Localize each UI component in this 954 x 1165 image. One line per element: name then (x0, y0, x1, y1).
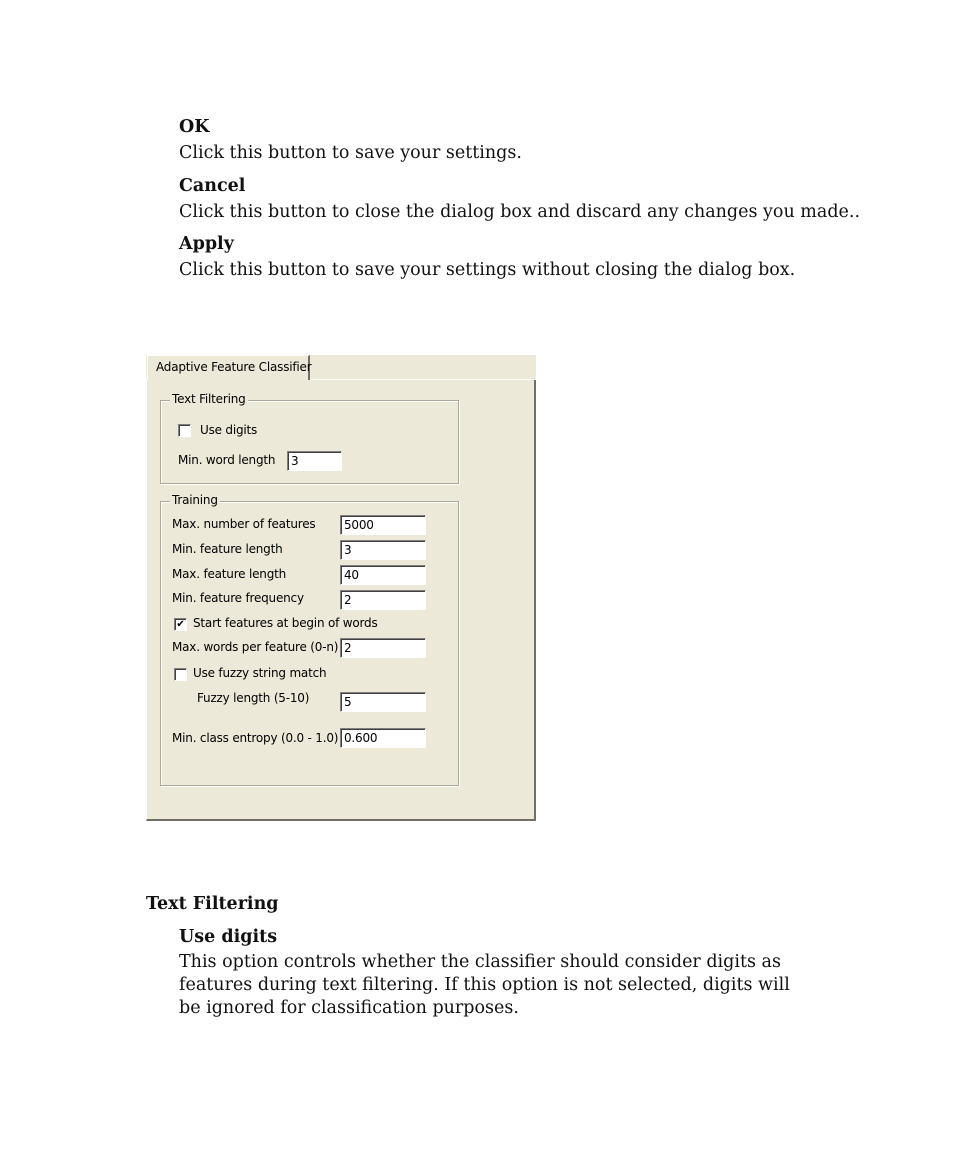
tab-page (146, 380, 536, 821)
max-features-input[interactable]: 5000 (340, 515, 426, 535)
ok-description: Click this button to save your settings. (179, 143, 522, 163)
min-class-entropy-input[interactable]: 0.600 (340, 728, 426, 748)
min-feature-length-input[interactable]: 3 (340, 540, 426, 560)
fuzzy-match-label: Use fuzzy string match (193, 666, 327, 680)
text-filtering-group (160, 392, 459, 484)
fuzzy-length-input[interactable]: 5 (340, 692, 426, 712)
max-feature-length-label: Max. feature length (172, 567, 287, 581)
cancel-description: Click this button to close the dialog box and discard any changes you made.. (179, 202, 861, 222)
use-digits-description: This option controls whether the classifier should consider digits as features during text filtering. If this option is not selected, digits will be ignored for classification purposes. (179, 952, 790, 1018)
min-feature-frequency-label: Min. feature frequency (172, 591, 304, 605)
classifier-settings-dialog (146, 355, 536, 821)
use-digits-label: Use digits (200, 423, 258, 437)
start-features-label: Start features at begin of words (193, 616, 378, 630)
cancel-term: Cancel (179, 176, 246, 196)
ok-term: OK (179, 117, 210, 137)
max-feature-length-input[interactable]: 40 (340, 565, 426, 585)
min-feature-frequency-input[interactable]: 2 (340, 590, 426, 610)
fuzzy-match-checkbox[interactable] (174, 668, 187, 681)
start-features-checkbox[interactable]: ✔ (174, 618, 187, 631)
use-digits-term: Use digits (179, 927, 278, 947)
training-legend: Training (172, 493, 218, 507)
cancel-entry (179, 175, 860, 224)
max-features-label: Max. number of features (172, 517, 316, 531)
min-feature-length-label: Min. feature length (172, 542, 283, 556)
min-word-length-label: Min. word length (178, 453, 276, 467)
text-filtering-legend: Text Filtering (172, 392, 246, 406)
min-class-entropy-label: Min. class entropy (0.0 - 1.0) (172, 731, 339, 745)
tab-strip (146, 355, 536, 380)
training-group (160, 493, 459, 786)
use-digits-entry (179, 926, 799, 1020)
max-words-per-feature-label: Max. words per feature (0-n) (172, 640, 339, 654)
fuzzy-length-label: Fuzzy length (5-10) (197, 691, 310, 705)
use-digits-checkbox[interactable] (178, 424, 191, 437)
apply-description: Click this button to save your settings without closing the dialog box. (179, 260, 796, 280)
max-words-per-feature-input[interactable]: 2 (340, 638, 426, 658)
apply-term: Apply (179, 234, 234, 254)
ok-entry (179, 116, 522, 165)
section-heading: Text Filtering (146, 894, 279, 914)
tab-adaptive-feature-classifier[interactable]: Adaptive Feature Classifier (147, 355, 310, 380)
apply-entry (179, 233, 795, 282)
min-word-length-input[interactable]: 3 (287, 451, 342, 471)
